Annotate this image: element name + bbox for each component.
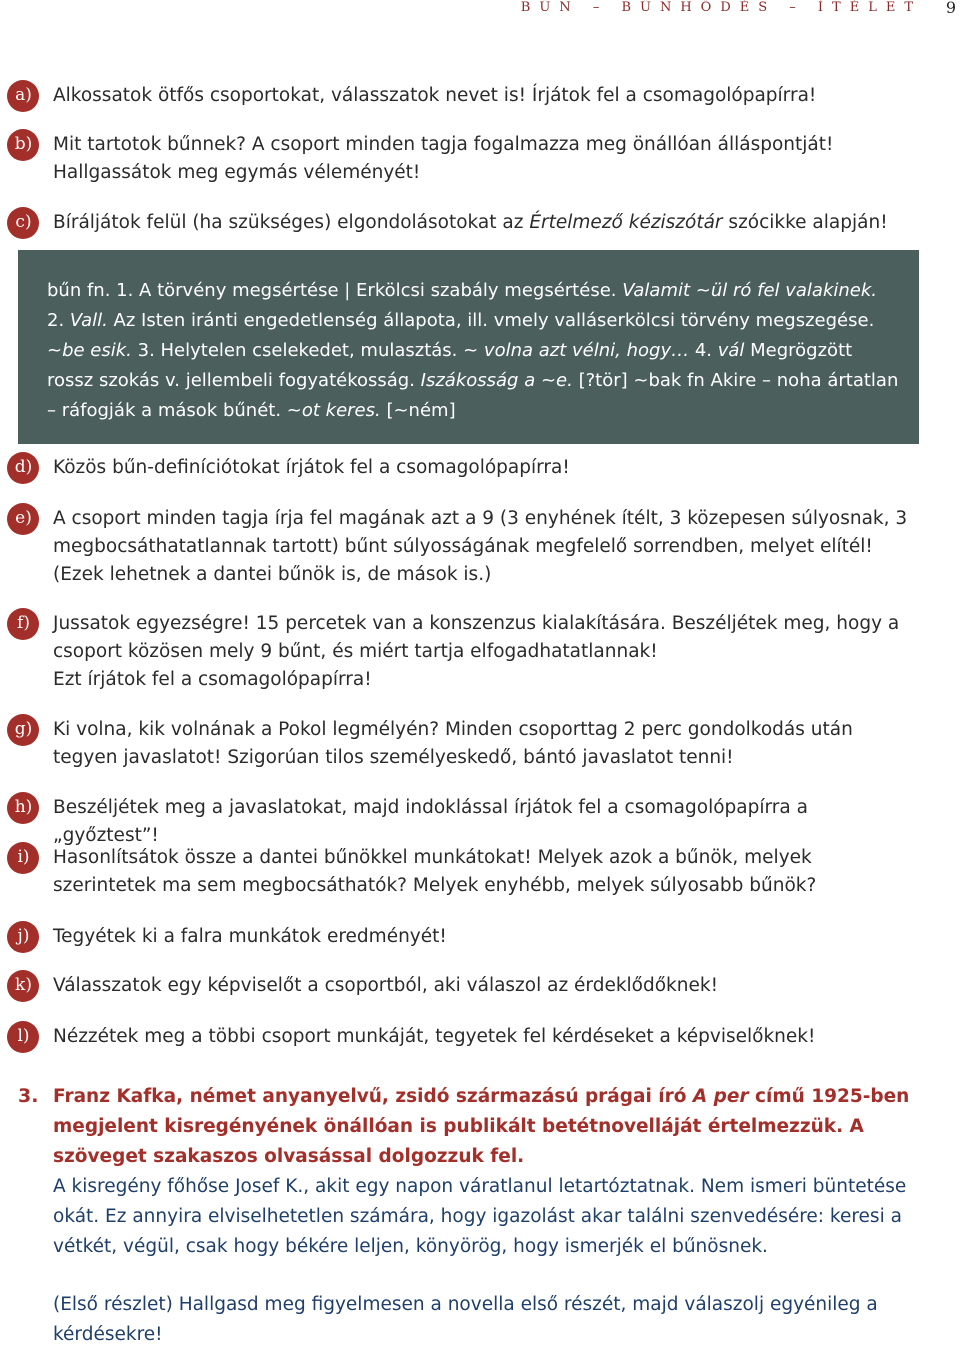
- running-header: [0, 0, 960, 22]
- item-text: Mit tartotok bűnnek? A csoport minden tagja fogalmazza meg önállóan álláspontját! Hallgassátok meg egymás véleményét!: [53, 134, 834, 183]
- item-text: Válasszatok egy képviselőt a csoportból, aki válaszol az érdeklődőknek!: [53, 975, 719, 996]
- item-badge: e): [7, 503, 39, 535]
- item-text: Tegyétek ki a falra munkátok eredményét!: [53, 926, 447, 947]
- section-lead: Franz Kafka, német anyanyelvű, zsidó származású prágai író A per című 1925-ben megjelent kisregényének önállóan is publikált betétnovelláját értelmezzük. A szöveget szakaszos olvasással dolgozzuk fel.: [53, 1086, 910, 1167]
- running-title: BŰN – BŰNHŐDÉS – ÍTÉLET: [520, 0, 922, 15]
- item-text: Bíráljátok felül (ha szükséges) elgondolásotokat az Értelmező kéziszótár szócikke alapján!: [53, 212, 888, 233]
- dictionary-entry-box: bűn fn. 1. A törvény megsértése | Erkölcsi szabály megsértése. Valamit ~ül ró fel valakinek. 2. Vall. Az Isten iránti engedetlenség állapota, ill. vmely valláserkölcsi törvény megszegése. ~be esik. 3. Helytelen cselekedet, mulasztás. ~ volna azt vélni, hogy… 4. vál Megrögzött rossz szokás v. jellembeli fogyatékosság. Iszákosság a ~e. [?tör] ~bak fn Akire – noha ártatlan – ráfogják a mások bűnét. ~ot keres. [~ném]: [18, 250, 919, 444]
- item-badge: c): [7, 207, 39, 239]
- item-text: A csoport minden tagja írja fel magának azt a 9 (3 enyhének ítélt, 3 közepesen súlyosnak, 3 megbocsáthatatlannak tartott) bűnt súlyosságának megfelelő sorrendben, melyet elítél! (Ezek lehetnek a dantei bűnök is, de mások is.): [53, 508, 908, 585]
- item-badge: k): [7, 970, 39, 1002]
- item-badge: j): [7, 921, 39, 953]
- item-text: Beszéljétek meg a javaslatokat, majd indoklással írjátok fel a csomagolópapírra a „győztest”!: [53, 797, 808, 846]
- section-paragraph: A kisregény főhőse Josef K., akit egy napon váratlanul letartóztatnak. Nem ismeri büntetése okát. Ez annyira elviselhetetlen számára, hogy igazolást akar találni szenvedésére: keresi a vétkét, végül, csak hogy békére leljen, könyörög, hogy ismerjék el bűnösnek.: [53, 1176, 907, 1257]
- item-text: Ki volna, kik volnának a Pokol legmélyén? Minden csoporttag 2 perc gondolkodás után tegyen javaslatot! Szigorúan tilos személyeskedő, bántó javaslatot tenni!: [53, 719, 853, 768]
- item-text: Jussatok egyezségre! 15 percetek van a konszenzus kialakítására. Beszéljétek meg, hogy a csoport közösen mely 9 bűnt, és miért tartja elfogadhatatlannak! Ezt írjátok fel a csomagolópapírra!: [53, 613, 900, 690]
- item-badge: d): [7, 452, 39, 484]
- section-instruction: (Első részlet) Hallgasd meg figyelmesen a novella első részét, majd válaszolj egyénileg a kérdésekre!: [53, 1294, 878, 1345]
- item-text: Közös bűn-definíciótokat írjátok fel a csomagolópapírra!: [53, 457, 570, 478]
- item-badge: f): [7, 608, 39, 640]
- item-badge: i): [7, 842, 39, 874]
- section-body: [53, 1082, 919, 1350]
- item-text: Hasonlítsátok össze a dantei bűnökkel munkátokat! Melyek azok a bűnök, melyek szerintetek ma sem megbocsáthatók? Melyek enyhébb, melyek súlyosabb bűnök?: [53, 847, 817, 896]
- item-badge: b): [7, 129, 39, 161]
- page-number: 9: [945, 0, 956, 17]
- item-text: Alkossatok ötfős csoportokat, válasszatok nevet is! Írjátok fel a csomagolópapírra!: [53, 85, 817, 106]
- section-number: 3.: [18, 1085, 39, 1107]
- item-badge: a): [7, 80, 39, 112]
- item-badge: h): [7, 792, 39, 824]
- item-badge: g): [7, 714, 39, 746]
- item-text: Nézzétek meg a többi csoport munkáját, tegyetek fel kérdéseket a képviselőknek!: [53, 1026, 816, 1047]
- item-badge: l): [7, 1021, 39, 1053]
